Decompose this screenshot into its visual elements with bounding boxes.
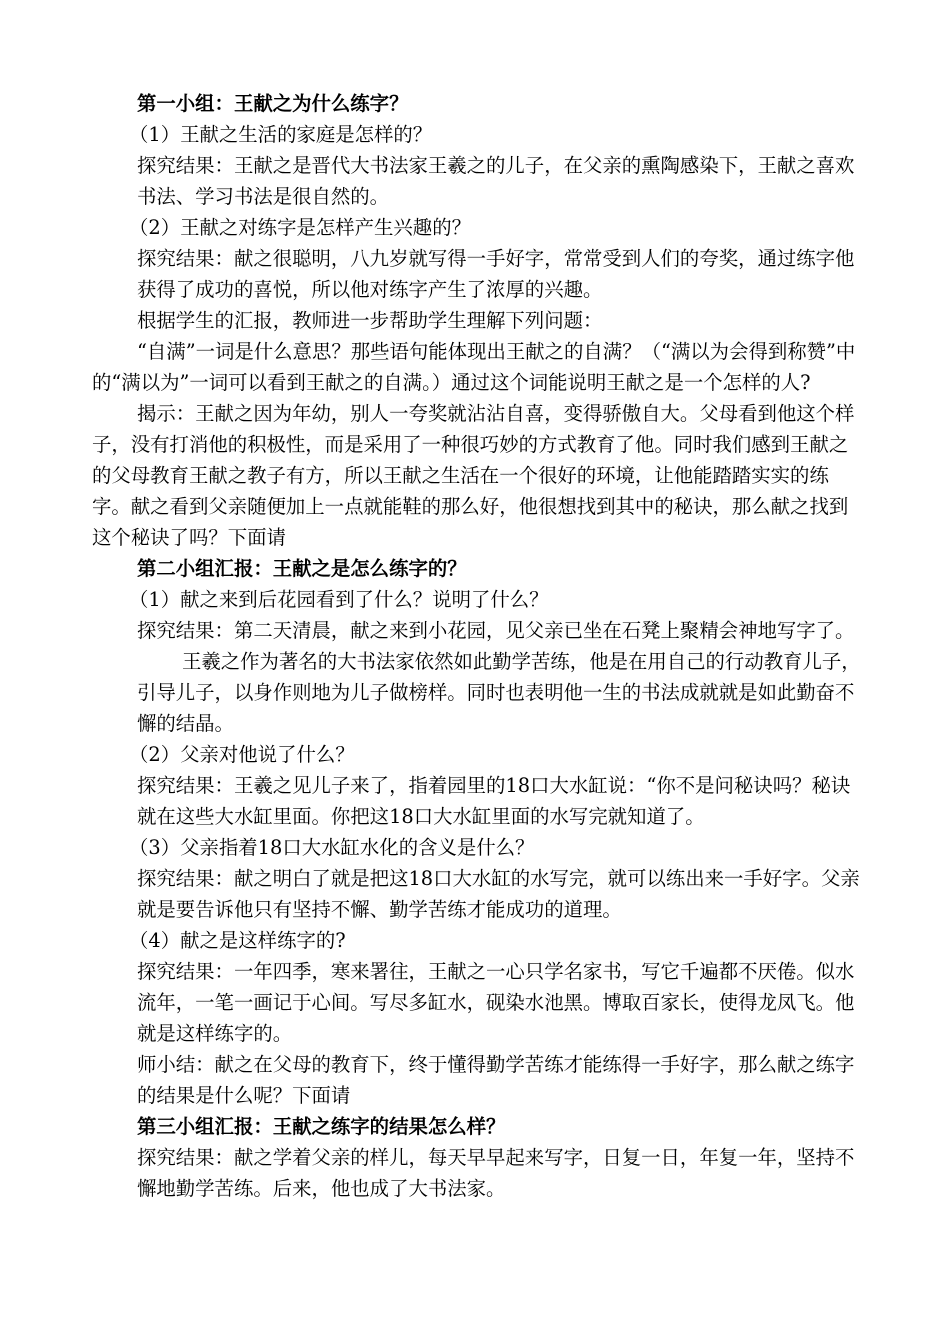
paragraph: 探究结果：献之很聪明，八九岁就写得一手好字，常常受到人们的夸奖，通过练字他获得了成功的喜悦，所以他对练字产生了浓厚的兴趣。 <box>137 247 855 301</box>
question-line: （2）王献之对练字是怎样产生兴趣的？ <box>129 216 471 239</box>
section-heading: 第二小组汇报：王献之是怎么练字的？ <box>137 557 467 580</box>
question-line: （1）王献之生活的家庭是怎样的？ <box>129 123 433 146</box>
question-line: （2）父亲对他说了什么？ <box>129 743 355 766</box>
question-line: （4）献之是这样练字的? <box>129 929 346 952</box>
document-page <box>92 88 862 1204</box>
section-heading: 第三小组汇报：王献之练字的结果怎么样？ <box>137 1115 506 1138</box>
paragraph: 揭示：王献之因为年幼，别人一夸奖就沾沾自喜，变得骄傲自大。父母看到他这个样子，没有打消他的积极性，而是采用了一种很巧妙的方式教育了他。同时我们感到王献之的父母教育王献之教子有方，所以王献之生活在一个很好的环境，让他能踏踏实实的练字。献之看到父亲随便加上一点就能鞋的那么好，他很想找到其中的秘诀，那么献之找到这个秘诀了吗？下面请 <box>92 402 855 549</box>
question-line: （1）献之来到后花园看到了什么？说明了什么？ <box>129 588 549 611</box>
paragraph: 探究结果：王羲之见儿子来了，指着园里的18口大水缸说：“你不是问秘诀吗？秘诀就在这些大水缸里面。你把这18口大水缸里面的水写完就知道了。 <box>137 774 851 828</box>
paragraph: 探究结果：一年四季，寒来署往，王献之一心只学名家书，写它千遍都不厌倦。似水流年，一笔一画记于心间。写尽多缸水，砚染水池黑。博取百家长，使得龙凤飞。他就是这样练字的。 <box>137 960 855 1045</box>
paragraph: 王羲之作为著名的大书法家依然如此勤学苦练，他是在用自己的行动教育儿子，引导儿子，以身作则地为儿子做榜样。同时也表明他一生的书法成就就是如此勤奋不懈的结晶。 <box>137 650 861 735</box>
paragraph: 探究结果：献之学着父亲的样儿，每天早早起来写字，日复一日，年复一年，坚持不懈地勤学苦练。后来，他也成了大书法家。 <box>137 1146 855 1200</box>
paragraph: 根据学生的汇报，教师进一步帮助学生理解下列问题： <box>137 309 603 332</box>
paragraph: “自满”一词是什么意思？那些语句能体现出王献之的自满？（“满以为会得到称赞”中的“满以为”一词可以看到王献之的自满。）通过这个词能说明王献之是一个怎样的人? <box>92 340 856 394</box>
paragraph: 探究结果：王献之是晋代大书法家王羲之的儿子，在父亲的熏陶感染下，王献之喜欢书法、学习书法是很自然的。 <box>137 154 855 208</box>
paragraph: 探究结果：献之明白了就是把这18口大水缸的水写完，就可以练出来一手好字。父亲就是要告诉他只有坚持不懈、勤学苦练才能成功的道理。 <box>137 867 860 921</box>
paragraph: 师小结：献之在父母的教育下，终于懂得勤学苦练才能练得一手好字，那么献之练字的结果是什么呢？下面请 <box>137 1053 855 1107</box>
section-heading: 第一小组：王献之为什么练字？ <box>137 92 409 115</box>
question-line: （3）父亲指着18口大水缸水化的含义是什么？ <box>129 836 535 859</box>
paragraph: 探究结果：第二天清晨，献之来到小花园，见父亲已坐在石凳上聚精会神地写字了。 <box>137 619 855 642</box>
